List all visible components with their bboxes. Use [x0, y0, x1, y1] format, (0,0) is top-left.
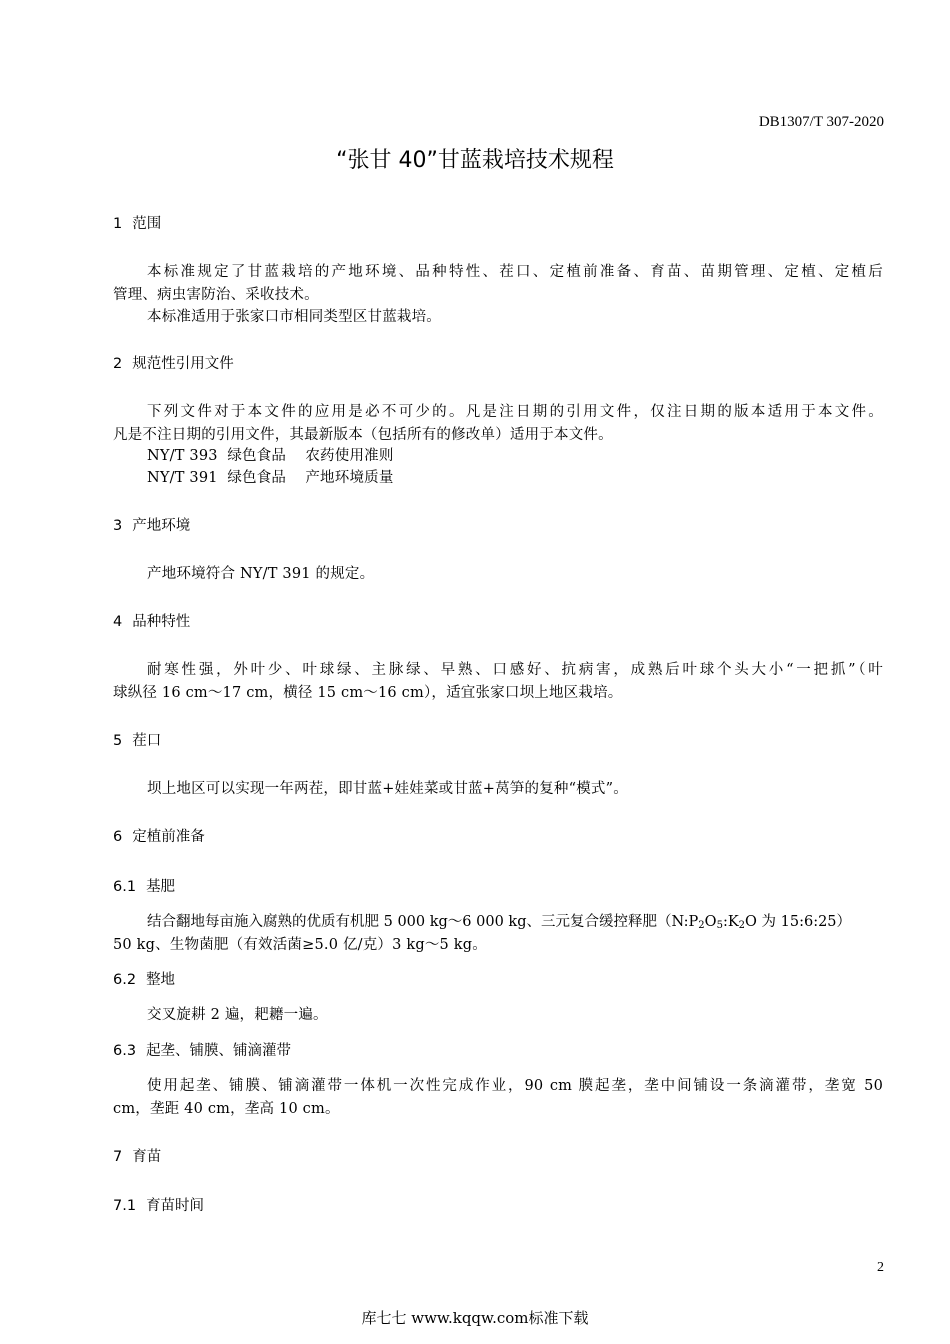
- paragraph-line: 交叉旋耕 2 遍，耙耱一遍。: [147, 1007, 328, 1023]
- text-run: :K: [722, 914, 739, 930]
- subscript: 5: [716, 920, 723, 931]
- document-title: “张甘 40”甘蓝栽培技术规程: [336, 148, 614, 173]
- heading-title: 基肥: [146, 879, 176, 895]
- heading-number: 6.3: [113, 1043, 137, 1059]
- heading-title: 品种特性: [132, 614, 191, 630]
- heading-3: [113, 514, 190, 535]
- heading-6-3: [113, 1039, 291, 1060]
- paragraph-line: 本标准规定了甘蓝栽培的产地环境、品种特性、茬口、定植前准备、育苗、苗期管理、定植、定植后: [147, 264, 883, 280]
- heading-number: 7: [113, 1149, 123, 1165]
- heading-title: 产地环境: [132, 518, 191, 534]
- heading-6-1: [113, 875, 175, 896]
- paragraph-line: 坝上地区可以实现一年两茬，即甘蓝+娃娃菜或甘蓝+莴笋的复种“模式”。: [147, 781, 628, 797]
- heading-title: 育苗: [132, 1149, 162, 1165]
- heading-title: 育苗时间: [146, 1198, 205, 1214]
- paragraph-line: cm，垄距 40 cm，垄高 10 cm。: [113, 1101, 340, 1117]
- heading-7-1: [113, 1194, 204, 1215]
- heading-title: 定植前准备: [132, 829, 205, 845]
- heading-2: [113, 352, 234, 373]
- heading-number: 6.1: [113, 879, 137, 895]
- heading-title: 整地: [146, 972, 176, 988]
- heading-number: 6: [113, 829, 123, 845]
- heading-title: 规范性引用文件: [132, 356, 234, 372]
- paragraph-line: 球纵径 16 cm～17 cm，横径 15 cm～16 cm），适宜张家口坝上地区栽培。: [113, 685, 623, 701]
- text-run: O 为 15:6:25）: [745, 914, 852, 930]
- heading-5: [113, 729, 161, 750]
- heading-title: 茬口: [132, 733, 162, 749]
- paragraph-line: [147, 910, 851, 931]
- page-number: 2: [877, 1260, 884, 1275]
- heading-title: 起垄、铺膜、铺滴灌带: [146, 1043, 292, 1059]
- heading-4: [113, 610, 190, 631]
- heading-number: 6.2: [113, 972, 137, 988]
- subscript: 2: [698, 920, 705, 931]
- heading-number: 4: [113, 614, 123, 630]
- heading-number: 7.1: [113, 1198, 137, 1214]
- paragraph-line: 凡是不注日期的引用文件，其最新版本（包括所有的修改单）适用于本文件。: [113, 427, 613, 443]
- paragraph-line: 使用起垄、铺膜、铺滴灌带一体机一次性完成作业，90 cm 膜起垄，垄中间铺设一条滴灌带，垄宽 50: [147, 1078, 883, 1094]
- reference-entry: NY/T 393 绿色食品 农药使用准则: [147, 448, 394, 464]
- paragraph-line: 本标准适用于张家口市相同类型区甘蓝栽培。: [147, 309, 441, 325]
- text-run: 结合翻地每亩施入腐熟的优质有机肥 5 000 kg～6 000 kg、三元复合缓控释肥（N:P: [147, 914, 699, 930]
- heading-title: 范围: [132, 216, 162, 232]
- heading-number: 2: [113, 356, 123, 372]
- footer-watermark: 库七七 www.kqqw.com标准下载: [361, 1309, 589, 1327]
- paragraph-line: 产地环境符合 NY/T 391 的规定。: [147, 566, 375, 582]
- heading-1: [113, 212, 161, 233]
- text-run: O: [704, 914, 717, 930]
- heading-7: [113, 1145, 161, 1166]
- heading-6-2: [113, 968, 175, 989]
- heading-number: 1: [113, 216, 123, 232]
- reference-entry: NY/T 391 绿色食品 产地环境质量: [147, 470, 394, 486]
- paragraph-line: 50 kg、生物菌肥（有效活菌≥5.0 亿/克）3 kg～5 kg。: [113, 937, 487, 953]
- standard-number: DB1307/T 307-2020: [758, 114, 884, 130]
- paragraph-line: 管理、病虫害防治、采收技术。: [113, 287, 319, 303]
- heading-number: 5: [113, 733, 123, 749]
- heading-number: 3: [113, 518, 123, 534]
- paragraph-line: 耐寒性强，外叶少、叶球绿、主脉绿、早熟、口感好、抗病害，成熟后叶球个头大小“一把抓”（叶: [147, 662, 883, 678]
- heading-6: [113, 825, 205, 846]
- subscript: 2: [738, 920, 746, 931]
- paragraph-line: 下列文件对于本文件的应用是必不可少的。凡是注日期的引用文件，仅注日期的版本适用于本文件。: [147, 404, 883, 420]
